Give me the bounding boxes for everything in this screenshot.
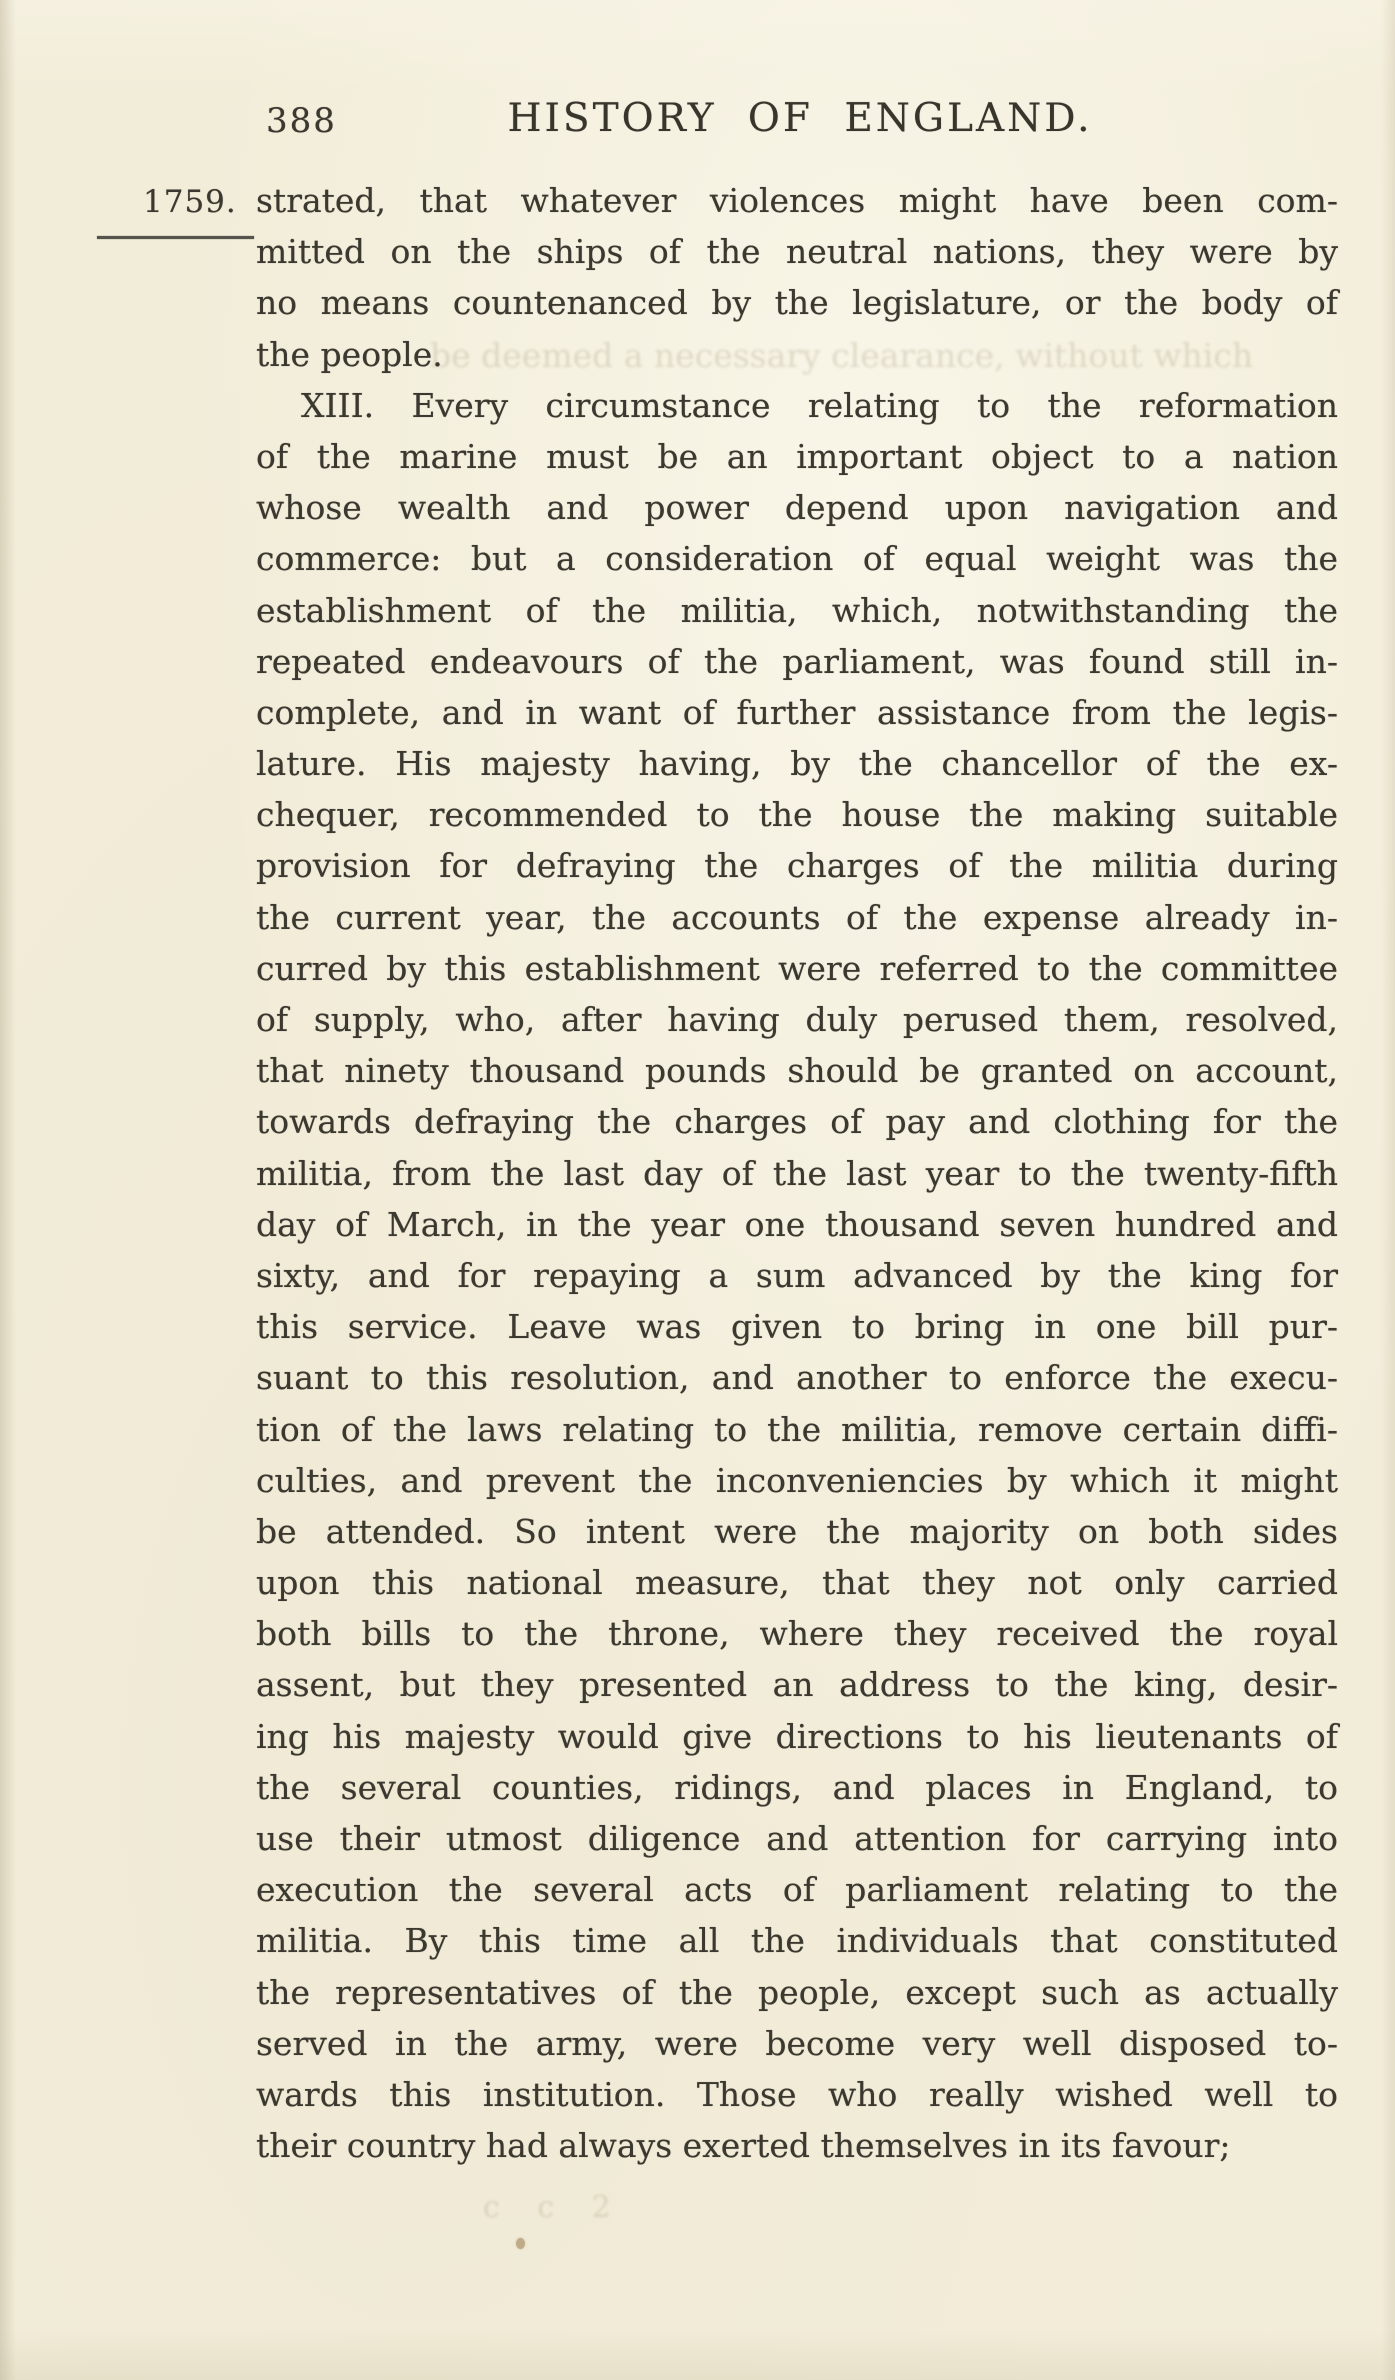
text-line: culties, and prevent the inconveniencies by which it might	[256, 1460, 1338, 1500]
text-line: complete, and in want of further assistance from the legis-	[256, 692, 1338, 732]
text-line: XIII. Every circumstance relating to the reformation	[301, 385, 1338, 425]
text-line: served in the army, were become very well disposed to-	[256, 2023, 1338, 2063]
margin-rule	[97, 236, 254, 239]
text-line: the representatives of the people, except such as actually	[256, 1972, 1338, 2012]
text-line: curred by this establishment were referred to the committee	[256, 948, 1338, 988]
text-line: their country had always exerted themselves in its favour;	[256, 2126, 1231, 2166]
text-line: strated, that whatever violences might have been com-	[256, 181, 1338, 220]
margin-year: 1759.	[143, 184, 237, 220]
text-line: whose wealth and power depend upon navigation and	[256, 488, 1338, 528]
text-line: of the marine must be an important object to a nation	[256, 436, 1338, 476]
text-line: no means countenanced by the legislature, or the body of	[256, 283, 1338, 323]
text-line: militia. By this time all the individuals that constituted	[256, 1921, 1338, 1961]
text-line: tion of the laws relating to the militia, remove certain diffi-	[256, 1409, 1338, 1449]
text-line: repeated endeavours of the parliament, was found still in-	[256, 641, 1338, 681]
text-line: ing his majesty would give directions to his lieutenants of	[256, 1716, 1338, 1756]
body-text	[256, 175, 1338, 2171]
text-line: suant to this resolution, and another to enforce the execu-	[256, 1358, 1338, 1398]
text-line: be attended. So intent were the majority on both sides	[256, 1511, 1338, 1551]
text-line: towards defraying the charges of pay and clothing for the	[256, 1102, 1338, 1142]
text-line: assent, but they presented an address to the king, desir-	[256, 1665, 1338, 1705]
text-line: lature. His majesty having, by the chancellor of the ex-	[256, 744, 1338, 784]
page-number: 388	[266, 101, 337, 141]
text-line: day of March, in the year one thousand seven hundred and	[256, 1204, 1338, 1244]
text-line: the people.	[256, 334, 443, 374]
signature-mark-ghost: c c 2	[483, 2190, 625, 2225]
text-line: use their utmost diligence and attention for carrying into	[256, 1819, 1338, 1858]
text-line: this service. Leave was given to bring in one bill pur-	[256, 1307, 1338, 1347]
text-line: militia, from the last day of the last year to the twenty-fifth	[256, 1153, 1338, 1193]
text-line: of supply, who, after having duly perused them, resolved,	[256, 1000, 1338, 1039]
text-line: sixty, and for repaying a sum advanced by the king for	[256, 1255, 1338, 1295]
text-line: the current year, the accounts of the expense already in-	[256, 897, 1338, 937]
text-line: upon this national measure, that they not only carried	[256, 1563, 1338, 1603]
text-line: mitted on the ships of the neutral nations, they were by	[256, 232, 1338, 272]
text-line: wards this institution. Those who really wished well to	[256, 2074, 1338, 2114]
text-line: commerce: but a consideration of equal weight was the	[256, 539, 1338, 579]
text-line: both bills to the throne, where they received the royal	[256, 1614, 1338, 1654]
text-line: establishment of the militia, which, notwithstanding the	[256, 590, 1338, 630]
running-title: HISTORY OF ENGLAND.	[507, 96, 1093, 141]
ink-speck	[516, 2238, 525, 2249]
text-line: the several counties, ridings, and places in England, to	[256, 1767, 1338, 1807]
text-line: chequer, recommended to the house the making suitable	[256, 795, 1338, 835]
text-line: provision for defraying the charges of the militia during	[256, 846, 1338, 886]
showthrough-ghost-text: be deemed a necessary clearance, without which	[430, 336, 1254, 375]
text-line: that ninety thousand pounds should be granted on account,	[256, 1051, 1338, 1091]
text-line: execution the several acts of parliament relating to the	[256, 1870, 1338, 1910]
